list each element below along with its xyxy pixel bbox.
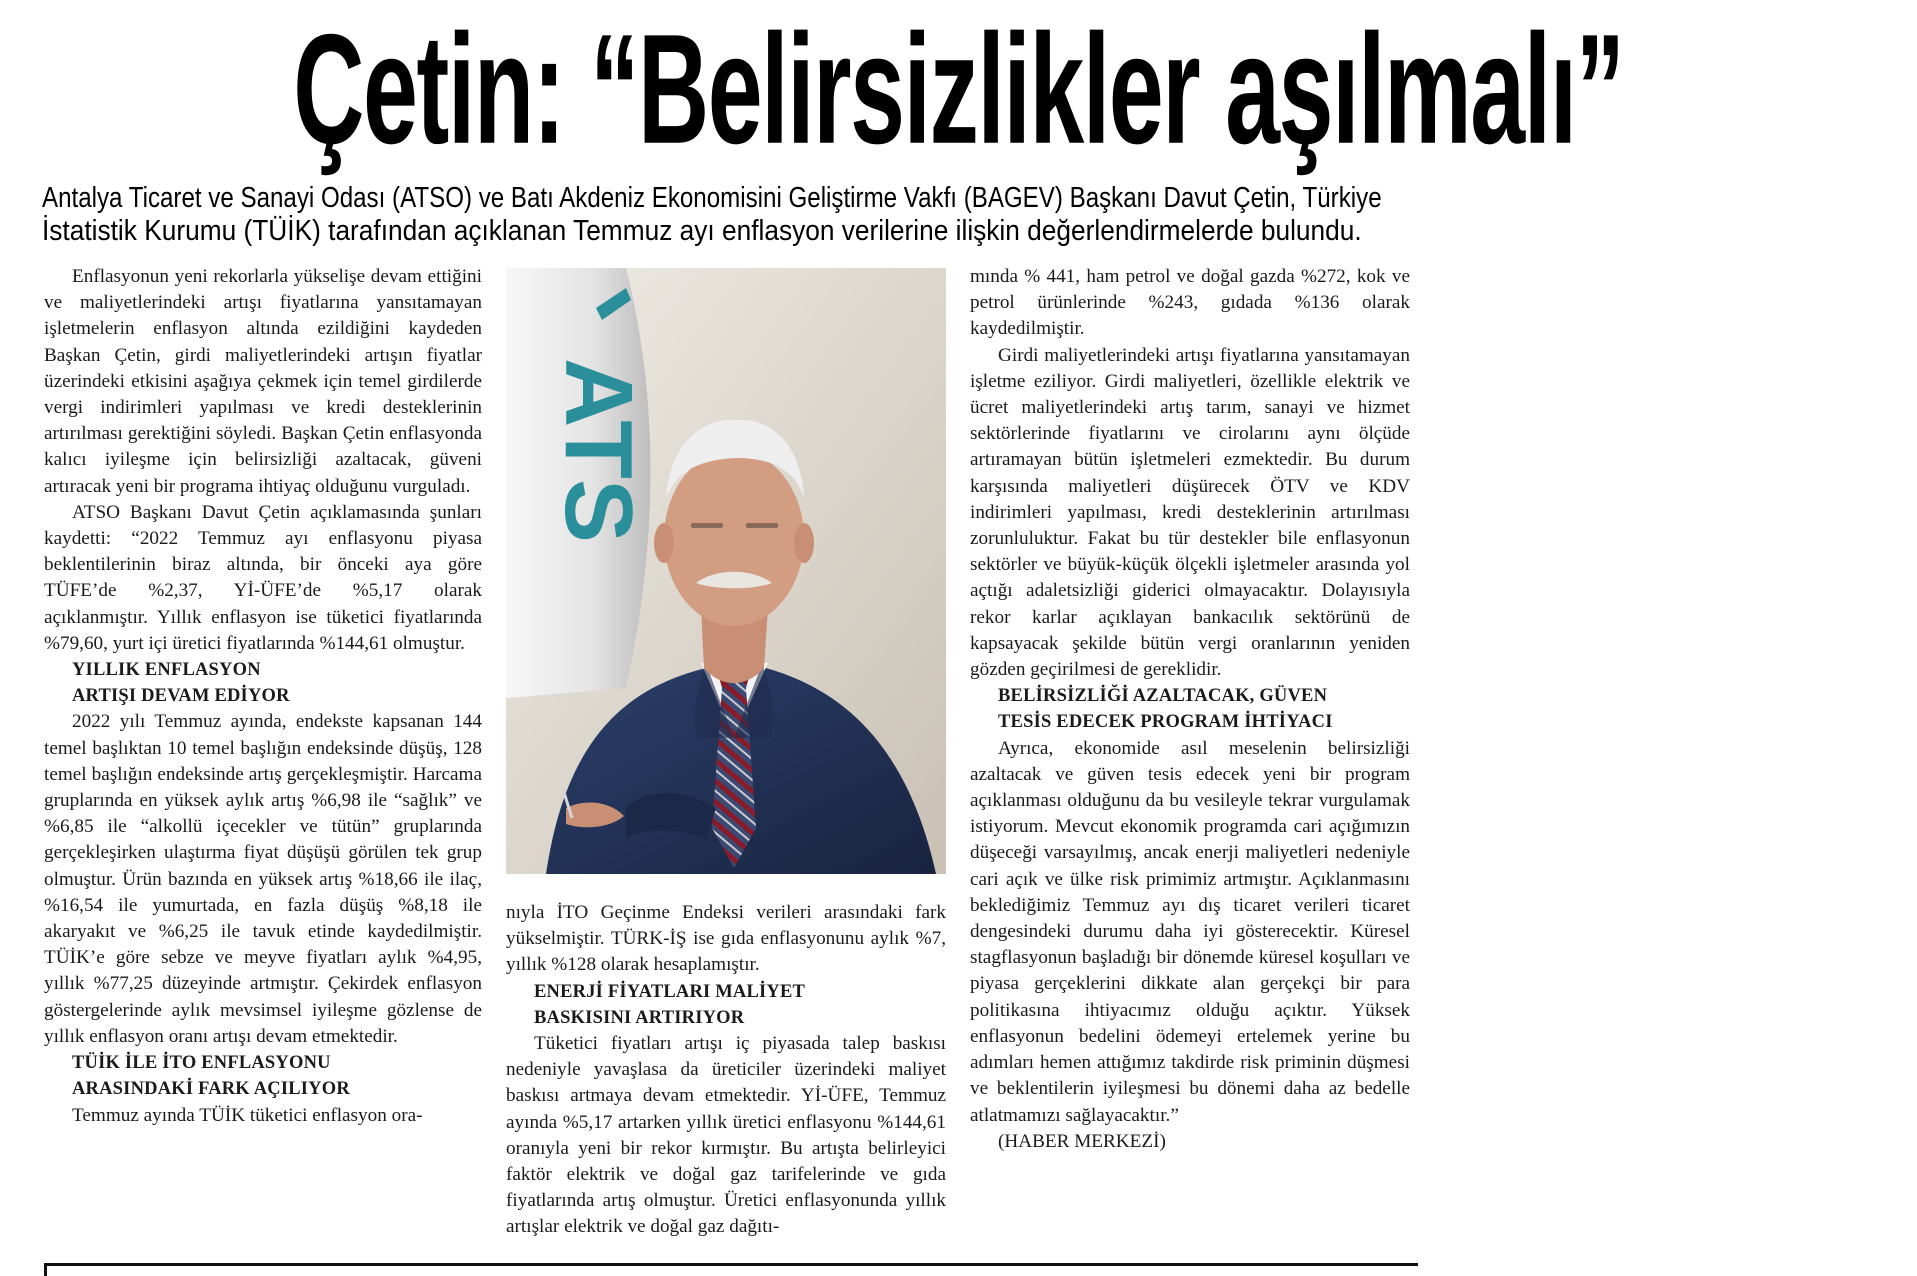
article-deck (42, 182, 1382, 248)
paragraph: mında % 441, ham petrol ve doğal gazda %272, kok ve petrol ürünlerinde %243, gıdada %136 olarak kaydedilmiştir. (970, 266, 1410, 340)
paragraph: Enflasyonun yeni rekorlarla yükselişe devam ettiğini ve maliyetlerindeki artışı fiyatlarına yansıtamayan işletmelerin enflasyon altında ezildiğini kaydeden Başkan Çetin, girdi maliyetlerindeki artışın fiyatlar üzerindeki etkisini aşağıya çekmek için temel girdilerde vergi indirimleri yapılması ve kredi desteklerinin artırılması gerektiğini söyledi. Başkan Çetin enflasyonda kalıcı iyileşme için belirsizliği azaltacak, güveni artıracak yeni bir programa ihtiyaç olduğunu vurguladı. (44, 266, 482, 497)
section-heading: ENERJİ FİYATLARI MALİYET BASKISINI ARTIRIYOR (534, 981, 806, 1028)
deck-line: İstatistik Kurumu (TÜİK) tarafından açıklanan Temmuz ayı enflasyon verilerine ilişkin değerlendirmelerde bulundu. (42, 215, 1362, 247)
paragraph: Girdi maliyetlerindeki artışı fiyatlarına yansıtamayan işletme eziliyor. Girdi maliyetleri, özellikle elektrik ve ücret maliyetlerindeki artış tarım, sanayi ve hizmet sektörlerinde fiyatlarını ve cirolarını aynı ölçüde artıramayan bütün işletmeleri ezmektedir. Bu durum karşısında maliyetleri düşürecek ÖTV ve KDV indirimleri yapılması, kredi desteklerinin artırılması zorunluluktur. Fakat bu tür destekler bile enflasyonun sektörler ve büyük-küçük ölçekli işletmeler arasında yol açtığı adaletsizliği giderici olmayacaktır. Dolayısıyla rekor karlar açıklayan bankacılık sektörünü de kapsayacak şekilde bütün vergi oranlarının yeniden gözden geçirilmesi de gereklidir. (970, 344, 1410, 681)
paragraph: Temmuz ayında TÜİK tüketici enflasyon ora- (72, 1104, 423, 1126)
deck-line: Antalya Ticaret ve Sanayi Odası (ATSO) ve Batı Akdeniz Ekonomisini Geliştirme Vakfı (BAGEV) Başkanı Davut Çetin, Türkiye (42, 182, 1382, 214)
paragraph: nıyla İTO Geçinme Endeksi verileri arasındaki fark yükselmiştir. TÜRK-İŞ ise gıda enflasyonunu aylık %7, yıllık %128 olarak hesaplamıştır. (506, 902, 946, 976)
bottom-rule-corner (44, 1263, 47, 1276)
author-credit: (HABER MERKEZİ) (998, 1130, 1166, 1152)
article-headline: Çetin: “Belirsizlikler aşılmalı” (293, 2, 1624, 177)
paragraph: 2022 yılı Temmuz ayında, endekste kapsanan 144 temel başlıktan 10 temel başlığın endeksinde düşüş, 128 temel başlığın endeksinde artış gerçekleşmiştir. Harcama gruplarında en yüksek aylık artış %6,98 ile “sağlık” ve %6,85 ile “alkollü içecekler ve tütün” gruplarında gerçekleşirken ulaştırma fiyat düşüşü görülen tek grup olmuştur. Ürün bazında en yüksek artış %18,66 ile ilaç, %16,54 ile yumurtada, en fazla düşüş %8,18 ile akaryakıt ve %6,25 ile tavuk etinde kaydedilmiştir. TÜİK’e göre sebze ve meyve fiyatları aylık %4,95, yıllık %77,25 düzeyinde artmıştır. Çekirdek enflasyon göstergelerinde aylık mevsimsel iyileşme gözlense de yıllık enflasyon oranı artışı devam etmektedir. (44, 711, 482, 1047)
section-heading: BELİRSİZLİĞİ AZALTACAK, GÜVEN TESİS EDECEK PROGRAM İHTİYACI (998, 686, 1333, 733)
paragraph: ATSO Başkanı Davut Çetin açıklamasında şunları kaydetti: “2022 Temmuz ayı enflasyonu piyasa beklentilerinin biraz altında, bir önceki aya göre TÜFE’de %2,37, Yİ-ÜFE’de %5,17 olarak açıklanmıştır. Yıllık enflasyon ise tüketici fiyatlarında %79,60, yurt içi üretici fiyatlarında %144,61 olmuştur. (44, 501, 482, 654)
section-heading: TÜİK İLE İTO ENFLASYONU ARASINDAKİ FARK AÇILIYOR (72, 1053, 350, 1100)
article-photo (506, 268, 946, 874)
paragraph: Tüketici fiyatları artışı iç piyasada talep baskısı nedeniyle yavaşlasa da üreticiler üzerindeki maliyet baskısı artmaya devam etmektedir. Yİ-ÜFE, Temmuz ayında %5,17 artarken yıllık üretici enflasyonu %144,61 oranıyla yeni bir rekor kırmıştır. Bu artışta belirleyici faktör elektrik ve doğal gaz tarifelerinde ve gıda fiyatlarında artış olmuştur. Üretici enflasyonunda yıllık artışlar elektrik ve doğal gaz dağıtı- (506, 1033, 946, 1238)
bottom-rule (44, 1263, 1418, 1266)
article-column-1 (44, 264, 482, 1129)
article-column-2 (506, 900, 946, 1241)
section-heading: YILLIK ENFLASYON ARTIŞI DEVAM EDİYOR (72, 660, 290, 707)
article-column-3 (970, 264, 1410, 1155)
flag-logo-text: ATS (545, 358, 652, 543)
paragraph: Ayrıca, ekonomide asıl meselenin belirsizliği azaltacak ve güven tesis edecek yeni bir program açıklanması olduğunu da bu vesileyle tekrar vurgulamak istiyorum. Mevcut ekonomik programda cari açığımızın düşeceği varsayılmış, ancak enerji maliyetleri nedeniyle cari açık ve ülke risk primimiz artmıştır. Açıklanmasını beklediğimiz Temmuz ayı dış ticaret verileri ticaret dengesindeki durumu daha iyi gösterecektir. Küresel stagflasyonun başladığı bir dönemde küresel koşulları ve piyasa gerçeklerini dikkate alan gerçekçi bir para politikasına ihtiyacımız olduğu açıktır. Yüksek enflasyonun bedelini ödemeyi ertelemek yerine bu adımları hemen attığımız takdirde risk priminin düşmesi ve beklentilerin iyileşmesi bu dönemi daha az bedelle atlatmamızı sağlayacaktır.” (970, 737, 1410, 1126)
